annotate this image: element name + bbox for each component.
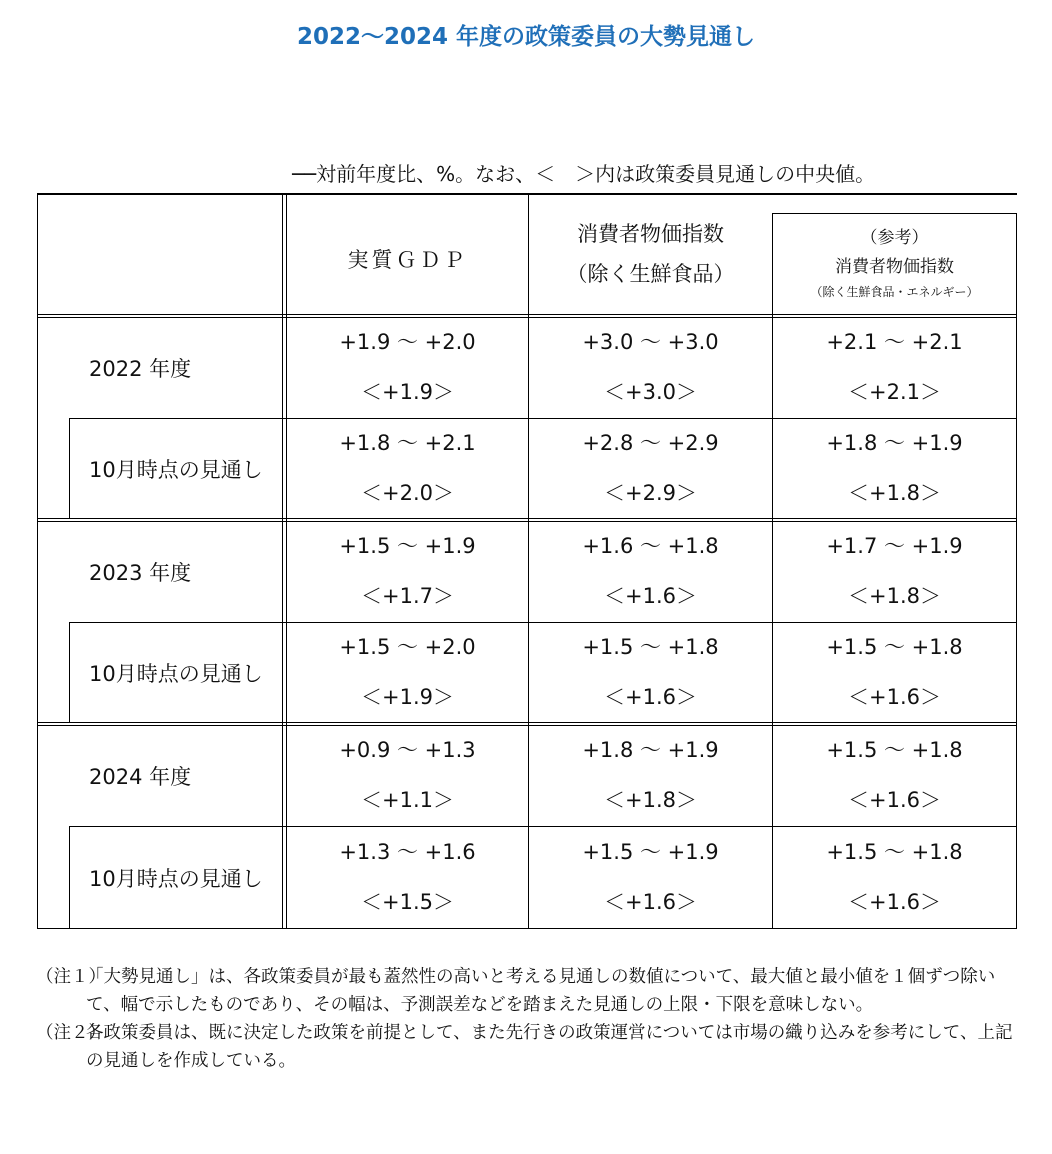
- footnote-label: （注２）: [36, 1023, 106, 1043]
- footnotes: [36, 963, 1026, 1075]
- range-value: +1.6 ～ +1.8: [582, 534, 719, 559]
- group-sep-2a: [37, 722, 1017, 723]
- subrow-left-3: [69, 826, 70, 929]
- cell-gdp: [287, 522, 528, 622]
- subrow-left-2: [69, 622, 70, 722]
- median-value: ＜+1.5＞: [361, 890, 454, 915]
- median-value: ＜+1.6＞: [604, 890, 697, 915]
- header-cpi: [529, 195, 772, 314]
- median-value: ＜+1.1＞: [361, 788, 454, 813]
- cell-ref: [773, 726, 1016, 826]
- footnote-1: [36, 963, 1026, 1019]
- range-value: +1.5 ～ +1.8: [826, 839, 963, 864]
- median-value: ＜+2.1＞: [848, 380, 941, 405]
- footnote-2: [36, 1019, 1026, 1075]
- header-cpi-sub: （除く生鮮食品）: [566, 261, 735, 286]
- cell-gdp: [287, 726, 528, 826]
- range-value: +1.5 ～ +1.8: [582, 635, 719, 660]
- median-value: ＜+1.9＞: [361, 684, 454, 709]
- cell-gdp: [287, 419, 528, 518]
- range-value: +1.5 ～ +1.9: [339, 534, 476, 559]
- range-value: +1.9 ～ +2.0: [339, 330, 476, 355]
- footnote-label: （注１）: [36, 967, 106, 987]
- median-value: ＜+1.6＞: [848, 684, 941, 709]
- range-value: +1.5 ～ +1.8: [826, 635, 963, 660]
- cell-cpi: [529, 522, 772, 622]
- row-label-2024-oct: 10月時点の見通し: [89, 866, 263, 891]
- median-value: ＜+1.9＞: [361, 380, 454, 405]
- median-value: ＜+2.9＞: [604, 480, 697, 505]
- group-sep-1a: [37, 518, 1017, 519]
- footnote-text: 各政策委員は、既に決定した政策を前提として、また先行きの政策運営については市場の織り込みを参考にして、上記の見通しを作成している。: [86, 1023, 1013, 1071]
- median-value: ＜+1.7＞: [361, 584, 454, 609]
- cell-cpi: [529, 419, 772, 518]
- header-ref: [773, 214, 1016, 314]
- range-value: +1.5 ～ +2.0: [339, 635, 476, 660]
- range-value: +1.3 ～ +1.6: [339, 839, 476, 864]
- median-value: ＜+1.6＞: [848, 788, 941, 813]
- range-value: +1.5 ～ +1.9: [582, 839, 719, 864]
- median-value: ＜+3.0＞: [604, 380, 697, 405]
- range-value: +3.0 ～ +3.0: [582, 330, 719, 355]
- cell-ref: [773, 623, 1016, 722]
- header-ref-label: 消費者物価指数: [835, 256, 954, 277]
- cell-cpi: [529, 827, 772, 928]
- cell-ref: [773, 522, 1016, 622]
- cell-gdp: [287, 827, 528, 928]
- cell-ref: [773, 827, 1016, 928]
- median-value: ＜+1.6＞: [848, 890, 941, 915]
- range-value: +1.8 ～ +2.1: [339, 431, 476, 456]
- cell-ref: [773, 318, 1016, 418]
- page-title: 2022～2024 年度の政策委員の大勢見通し: [296, 24, 756, 50]
- header-gdp-label: 実質ＧＤＰ: [347, 247, 468, 272]
- header-ref-sub: （除く生鮮食品・エネルギー）: [810, 285, 979, 300]
- range-value: +1.8 ～ +1.9: [582, 738, 719, 763]
- subrow-left-1: [69, 418, 70, 518]
- median-value: ＜+1.8＞: [848, 584, 941, 609]
- row-label-2022-oct: 10月時点の見通し: [89, 457, 263, 482]
- median-value: ＜+1.8＞: [604, 788, 697, 813]
- range-value: +2.8 ～ +2.9: [582, 431, 719, 456]
- header-gdp: [287, 195, 528, 314]
- row-label-2024: 2024 年度: [89, 765, 192, 789]
- median-value: ＜+2.0＞: [361, 480, 454, 505]
- row-label-2022: 2022 年度: [89, 357, 192, 381]
- row-label-2023-oct: 10月時点の見通し: [89, 661, 263, 686]
- cell-cpi: [529, 726, 772, 826]
- unit-note: ──対前年度比、%。なお、＜ ＞内は政策委員見通しの中央値。: [292, 162, 876, 186]
- table-border-left: [37, 193, 38, 929]
- cell-ref: [773, 419, 1016, 518]
- table-border-right: [1016, 213, 1017, 929]
- header-ref-note: （参考）: [860, 227, 929, 248]
- cell-gdp: [287, 623, 528, 722]
- header-sep-a: [37, 314, 1017, 315]
- header-cpi-label: 消費者物価指数: [577, 221, 724, 246]
- cell-cpi: [529, 623, 772, 722]
- median-value: ＜+1.8＞: [848, 480, 941, 505]
- forecast-table: [37, 193, 1017, 929]
- row-label-2023: 2023 年度: [89, 561, 192, 585]
- cell-gdp: [287, 318, 528, 418]
- col-sep-1a: [282, 193, 283, 929]
- range-value: +0.9 ～ +1.3: [339, 738, 476, 763]
- range-value: +1.8 ～ +1.9: [826, 431, 963, 456]
- median-value: ＜+1.6＞: [604, 584, 697, 609]
- range-value: +2.1 ～ +2.1: [826, 330, 963, 355]
- table-border-bottom: [37, 928, 1017, 929]
- range-value: +1.5 ～ +1.8: [826, 738, 963, 763]
- median-value: ＜+1.6＞: [604, 684, 697, 709]
- cell-cpi: [529, 318, 772, 418]
- range-value: +1.7 ～ +1.9: [826, 534, 963, 559]
- footnote-text: 「大勢見通し」は、各政策委員が最も蓋然性の高いと考える見通しの数値について、最大値と最小値を１個ずつ除いて、幅で示したものであり、その幅は、予測誤差などを踏まえた見通しの上限・下限を意味しない。: [86, 967, 996, 1015]
